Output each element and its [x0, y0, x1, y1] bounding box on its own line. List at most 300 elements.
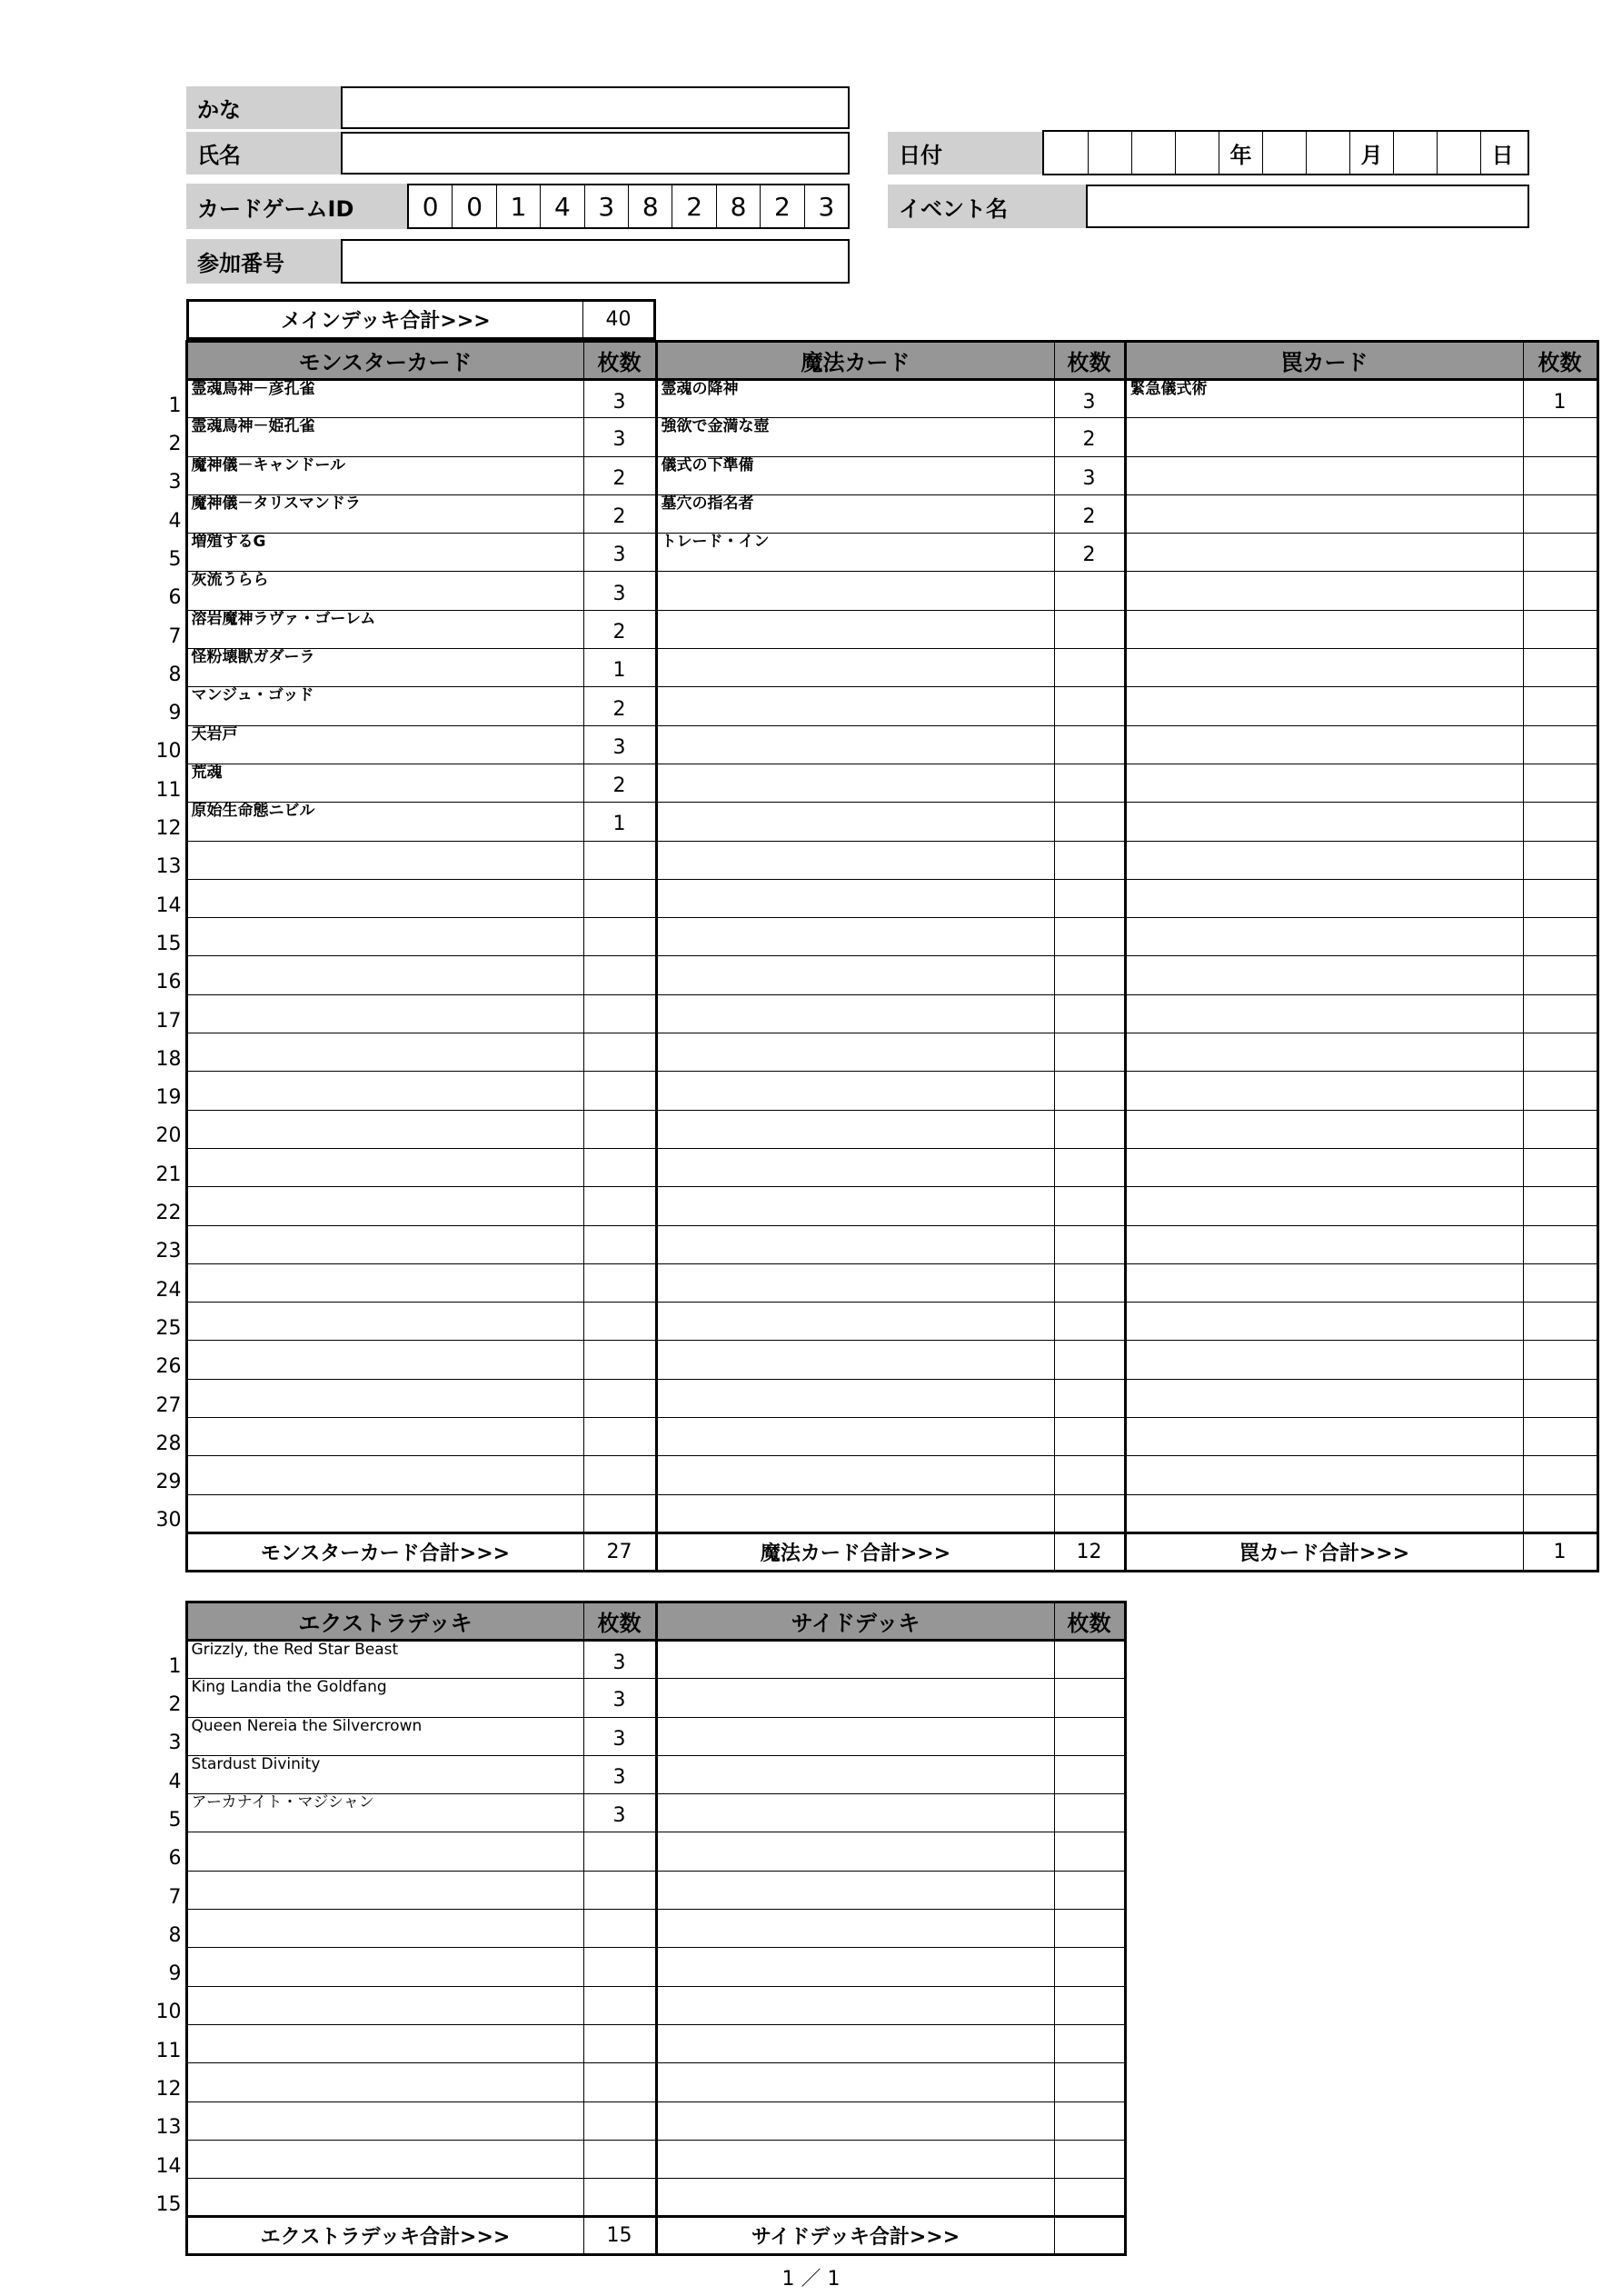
monster-name-cell[interactable]: 荒魂: [186, 764, 583, 802]
monster-count-cell[interactable]: 3: [583, 725, 656, 764]
side-total-value: [1054, 2217, 1125, 2255]
trap-name-cell[interactable]: [1125, 687, 1523, 725]
spell-count-cell[interactable]: [1054, 1494, 1125, 1532]
extra-card-name-cell[interactable]: [186, 1832, 583, 1871]
monster-name-cell[interactable]: [186, 1110, 583, 1148]
monster-count-cell[interactable]: [583, 1379, 656, 1417]
table-row: [152, 1225, 1597, 1263]
date-cell[interactable]: [1088, 132, 1131, 174]
side-card-name-cell[interactable]: [656, 1910, 1054, 1948]
trap-name-cell[interactable]: 緊急儀式術: [1125, 380, 1523, 418]
monster-count-cell[interactable]: 2: [583, 687, 656, 725]
extra-card-count-cell[interactable]: [583, 1832, 656, 1871]
card-game-id-field[interactable]: [407, 184, 850, 229]
trap-name-cell[interactable]: [1125, 418, 1523, 456]
spell-name-cell[interactable]: [656, 1033, 1054, 1072]
spell-count-cell[interactable]: 3: [1054, 456, 1125, 494]
monster-count-cell[interactable]: [583, 1148, 656, 1186]
table-row: [152, 994, 1597, 1033]
extra-card-count-cell[interactable]: 3: [583, 1755, 656, 1793]
monster-name-cell[interactable]: マンジュ・ゴッド: [186, 687, 583, 725]
monster-count-cell[interactable]: [583, 1110, 656, 1148]
monster-count-cell[interactable]: [583, 1456, 656, 1494]
monster-total-value: 27: [583, 1532, 656, 1571]
extra-card-name-cell[interactable]: [186, 1871, 583, 1909]
spell-name-cell[interactable]: [656, 725, 1054, 764]
monster-name-cell[interactable]: 怪粉壊獣ガダーラ: [186, 649, 583, 687]
table-row: [152, 1871, 1125, 1909]
spell-count-cell[interactable]: [1054, 956, 1125, 994]
trap-name-cell[interactable]: [1125, 841, 1523, 879]
id-digit-cell: 8: [628, 185, 672, 227]
spell-name-cell[interactable]: [656, 1148, 1054, 1186]
extra-card-name-cell[interactable]: [186, 1986, 583, 2024]
monster-name-cell[interactable]: [186, 994, 583, 1033]
spell-count-cell[interactable]: [1054, 803, 1125, 841]
monster-name-cell[interactable]: [186, 1225, 583, 1263]
row-number: 25: [155, 1316, 182, 1340]
spell-total-label: 魔法カード合計>>>: [656, 1532, 1054, 1571]
monster-count-cell[interactable]: 3: [583, 534, 656, 572]
spell-count-cell[interactable]: [1054, 994, 1125, 1033]
trap-count-cell[interactable]: [1523, 1225, 1597, 1263]
extra-card-count-cell[interactable]: [583, 1871, 656, 1909]
spell-name-cell[interactable]: [656, 1418, 1054, 1456]
monster-name-cell[interactable]: 魔神儀－キャンドール: [186, 456, 583, 494]
spell-name-cell[interactable]: [656, 1110, 1054, 1148]
row-number: 11: [155, 2039, 182, 2062]
spell-name-cell[interactable]: トレード・イン: [656, 534, 1054, 572]
monster-count-cell[interactable]: 2: [583, 610, 656, 648]
trap-name-cell[interactable]: [1125, 764, 1523, 802]
trap-count-cell[interactable]: [1523, 687, 1597, 725]
monster-name-cell[interactable]: [186, 879, 583, 917]
side-card-name-cell[interactable]: [656, 1832, 1054, 1871]
trap-name-cell[interactable]: [1125, 1456, 1523, 1494]
side-card-name-cell[interactable]: [656, 1755, 1054, 1793]
trap-count-cell[interactable]: [1523, 1148, 1597, 1186]
trap-count-cell[interactable]: [1523, 1033, 1597, 1072]
trap-count-cell[interactable]: [1523, 1456, 1597, 1494]
row-number: 10: [155, 740, 182, 764]
spell-name-cell[interactable]: 墓穴の指名者: [656, 494, 1054, 533]
date-cell[interactable]: 日: [1480, 132, 1524, 174]
monster-name-cell[interactable]: 原始生命態ニビル: [186, 803, 583, 841]
extra-card-count-cell[interactable]: 3: [583, 1679, 656, 1717]
spell-name-cell[interactable]: [656, 1072, 1054, 1110]
table-row: [152, 1679, 1125, 1717]
row-number: 19: [155, 1086, 182, 1110]
table-row: [152, 2179, 1125, 2217]
spell-count-cell[interactable]: [1054, 610, 1125, 648]
table-row: [152, 1341, 1597, 1379]
monster-name-cell[interactable]: [186, 841, 583, 879]
side-card-name-cell[interactable]: [656, 1794, 1054, 1832]
spell-name-cell[interactable]: [656, 649, 1054, 687]
trap-count-cell[interactable]: [1523, 1418, 1597, 1456]
trap-name-cell[interactable]: [1125, 1225, 1523, 1263]
monster-name-cell[interactable]: [186, 1494, 583, 1532]
extra-card-name-cell[interactable]: [186, 2179, 583, 2217]
monster-name-cell[interactable]: 灰流うらら: [186, 572, 583, 610]
trap-name-cell[interactable]: [1125, 1379, 1523, 1417]
row-number: 1: [168, 394, 182, 417]
trap-name-cell[interactable]: [1125, 879, 1523, 917]
monster-count-cell[interactable]: [583, 1263, 656, 1302]
monster-count-cell[interactable]: [583, 1341, 656, 1379]
side-card-count-cell[interactable]: [1054, 1832, 1125, 1871]
monster-count-cell[interactable]: 2: [583, 494, 656, 533]
extra-count-header: 枚数: [583, 1602, 656, 1641]
spell-count-cell[interactable]: [1054, 649, 1125, 687]
side-card-count-cell[interactable]: [1054, 1910, 1125, 1948]
spell-count-cell[interactable]: [1054, 1456, 1125, 1494]
spell-count-cell[interactable]: [1054, 1225, 1125, 1263]
table-row: [152, 1148, 1597, 1186]
trap-count-cell[interactable]: [1523, 456, 1597, 494]
monster-count-cell[interactable]: 3: [583, 380, 656, 418]
spell-count-cell[interactable]: [1054, 1072, 1125, 1110]
trap-count-cell[interactable]: 1: [1523, 380, 1597, 418]
spell-name-cell[interactable]: [656, 1456, 1054, 1494]
trap-count-cell[interactable]: [1523, 1072, 1597, 1110]
side-card-name-cell[interactable]: [656, 1986, 1054, 2024]
date-cell[interactable]: [1306, 132, 1349, 174]
trap-count-cell[interactable]: [1523, 764, 1597, 802]
monster-name-cell[interactable]: 天岩戸: [186, 725, 583, 764]
date-cell[interactable]: 月: [1349, 132, 1393, 174]
monster-name-cell[interactable]: [186, 1418, 583, 1456]
side-card-count-cell[interactable]: [1054, 1641, 1125, 1679]
trap-name-cell[interactable]: [1125, 1263, 1523, 1302]
spell-count-cell[interactable]: [1054, 1110, 1125, 1148]
monster-count-cell[interactable]: [583, 1494, 656, 1532]
row-number: 22: [155, 1202, 182, 1225]
trap-name-cell[interactable]: [1125, 994, 1523, 1033]
extra-card-name-cell[interactable]: アーカナイト・マジシャン: [186, 1794, 583, 1832]
side-card-count-cell[interactable]: [1054, 2179, 1125, 2217]
entry-number-field[interactable]: [341, 239, 850, 284]
spell-count-cell[interactable]: [1054, 1263, 1125, 1302]
main-deck-total: [186, 299, 656, 340]
extra-card-count-cell[interactable]: 3: [583, 1794, 656, 1832]
extra-total-label: エクストラデッキ合計>>>: [186, 2217, 583, 2255]
spell-name-cell[interactable]: [656, 841, 1054, 879]
monster-name-cell[interactable]: [186, 1148, 583, 1186]
extra-card-name-cell[interactable]: [186, 2140, 583, 2178]
side-card-count-cell[interactable]: [1054, 2024, 1125, 2062]
trap-name-cell[interactable]: [1125, 803, 1523, 841]
side-card-count-cell[interactable]: [1054, 1871, 1125, 1909]
trap-name-cell[interactable]: [1125, 494, 1523, 533]
extra-card-count-cell[interactable]: 3: [583, 1641, 656, 1679]
spell-name-cell[interactable]: [656, 1379, 1054, 1417]
date-cell[interactable]: 年: [1219, 132, 1262, 174]
table-row: [152, 2063, 1125, 2101]
row-number: 20: [155, 1124, 182, 1148]
trap-count-cell[interactable]: [1523, 725, 1597, 764]
spell-count-cell[interactable]: [1054, 725, 1125, 764]
side-card-name-cell[interactable]: [656, 1679, 1054, 1717]
extra-card-name-cell[interactable]: Grizzly, the Red Star Beast: [186, 1641, 583, 1679]
monster-count-cell[interactable]: 2: [583, 456, 656, 494]
monster-name-cell[interactable]: [186, 1072, 583, 1110]
spell-count-cell[interactable]: [1054, 918, 1125, 956]
monster-name-cell[interactable]: [186, 918, 583, 956]
table-row: [152, 1910, 1125, 1948]
spell-count-cell[interactable]: [1054, 1379, 1125, 1417]
monster-count-cell[interactable]: [583, 1225, 656, 1263]
monster-count-cell[interactable]: [583, 1418, 656, 1456]
extra-card-count-cell[interactable]: [583, 1986, 656, 2024]
monster-name-cell[interactable]: 溶岩魔神ラヴァ・ゴーレム: [186, 610, 583, 648]
spell-name-cell[interactable]: 儀式の下準備: [656, 456, 1054, 494]
row-number: 27: [155, 1393, 182, 1417]
monster-count-cell[interactable]: [583, 841, 656, 879]
side-card-name-cell[interactable]: [656, 2179, 1054, 2217]
table-row: [152, 1072, 1597, 1110]
table-row: [152, 1379, 1597, 1417]
side-card-name-cell[interactable]: [656, 2101, 1054, 2140]
spell-name-cell[interactable]: [656, 956, 1054, 994]
side-card-name-cell[interactable]: [656, 2024, 1054, 2062]
trap-name-cell[interactable]: [1125, 534, 1523, 572]
side-card-count-cell[interactable]: [1054, 2101, 1125, 2140]
name-field[interactable]: [341, 132, 850, 175]
spell-count-cell[interactable]: [1054, 1341, 1125, 1379]
monster-name-cell[interactable]: [186, 1456, 583, 1494]
trap-count-cell[interactable]: [1523, 994, 1597, 1033]
side-card-count-cell[interactable]: [1054, 1794, 1125, 1832]
trap-name-cell[interactable]: [1125, 725, 1523, 764]
trap-count-cell[interactable]: [1523, 534, 1597, 572]
monster-count-cell[interactable]: [583, 1303, 656, 1341]
row-number: 13: [155, 2116, 182, 2140]
side-card-count-cell[interactable]: [1054, 1986, 1125, 2024]
trap-count-cell[interactable]: [1523, 1187, 1597, 1225]
spell-count-cell[interactable]: [1054, 1148, 1125, 1186]
id-digit-cell: 8: [716, 185, 760, 227]
side-card-count-cell[interactable]: [1054, 2063, 1125, 2101]
id-digit-cell: 4: [540, 185, 583, 227]
extra-card-name-cell[interactable]: Stardust Divinity: [186, 1755, 583, 1793]
spell-count-cell[interactable]: [1054, 879, 1125, 917]
trap-count-cell[interactable]: [1523, 1303, 1597, 1341]
monster-name-cell[interactable]: [186, 956, 583, 994]
date-field[interactable]: [1042, 130, 1529, 175]
extra-card-count-cell[interactable]: [583, 2063, 656, 2101]
row-number: 30: [155, 1509, 182, 1532]
monster-total-label: モンスターカード合計>>>: [186, 1532, 583, 1571]
kana-field[interactable]: [341, 86, 850, 129]
extra-card-count-cell[interactable]: [583, 2179, 656, 2217]
monster-name-cell[interactable]: 魔神儀－タリスマンドラ: [186, 494, 583, 533]
spell-name-cell[interactable]: [656, 687, 1054, 725]
table-row: [152, 1755, 1125, 1793]
trap-name-cell[interactable]: [1125, 1072, 1523, 1110]
monster-count-cell[interactable]: 1: [583, 803, 656, 841]
spell-count-cell[interactable]: 2: [1054, 534, 1125, 572]
row-number: 10: [155, 2001, 182, 2024]
monster-name-cell[interactable]: [186, 1303, 583, 1341]
trap-count-cell[interactable]: [1523, 1263, 1597, 1302]
spell-name-cell[interactable]: [656, 994, 1054, 1033]
row-number: 14: [155, 893, 182, 917]
table-row: [152, 572, 1597, 610]
spell-count-cell[interactable]: [1054, 841, 1125, 879]
spell-name-cell[interactable]: [656, 1263, 1054, 1302]
trap-count-cell[interactable]: [1523, 494, 1597, 533]
spell-name-cell[interactable]: [656, 1187, 1054, 1225]
date-cell[interactable]: [1262, 132, 1306, 174]
trap-count-cell[interactable]: [1523, 572, 1597, 610]
trap-count-cell[interactable]: [1523, 918, 1597, 956]
date-cell[interactable]: [1131, 132, 1175, 174]
trap-name-cell[interactable]: [1125, 649, 1523, 687]
spell-name-cell[interactable]: 霊魂の降神: [656, 380, 1054, 418]
extra-card-name-cell[interactable]: [186, 1948, 583, 1986]
trap-count-cell[interactable]: [1523, 418, 1597, 456]
extra-card-name-cell[interactable]: King Landia the Goldfang: [186, 1679, 583, 1717]
side-card-count-cell[interactable]: [1054, 1755, 1125, 1793]
spell-name-cell[interactable]: [656, 1494, 1054, 1532]
trap-name-cell[interactable]: [1125, 1110, 1523, 1148]
spell-name-cell[interactable]: [656, 572, 1054, 610]
spell-count-cell[interactable]: 3: [1054, 380, 1125, 418]
trap-count-cell[interactable]: [1523, 649, 1597, 687]
spell-name-cell[interactable]: [656, 803, 1054, 841]
monster-name-cell[interactable]: [186, 1187, 583, 1225]
monster-count-cell[interactable]: [583, 994, 656, 1033]
monster-name-cell[interactable]: 増殖するG: [186, 534, 583, 572]
table-row: [152, 1110, 1597, 1148]
extra-card-name-cell[interactable]: [186, 2024, 583, 2062]
side-deck-header: サイドデッキ: [656, 1602, 1054, 1641]
extra-card-name-cell[interactable]: [186, 2063, 583, 2101]
table-row: [152, 1794, 1125, 1832]
monster-name-cell[interactable]: [186, 1379, 583, 1417]
side-card-name-cell[interactable]: [656, 2140, 1054, 2178]
side-card-name-cell[interactable]: [656, 1641, 1054, 1679]
trap-name-cell[interactable]: [1125, 572, 1523, 610]
trap-name-cell[interactable]: [1125, 956, 1523, 994]
trap-name-cell[interactable]: [1125, 1494, 1523, 1532]
date-cell[interactable]: [1175, 132, 1219, 174]
side-card-name-cell[interactable]: [656, 1717, 1054, 1755]
trap-count-cell[interactable]: [1523, 803, 1597, 841]
monster-count-cell[interactable]: 2: [583, 764, 656, 802]
monster-count-cell[interactable]: [583, 918, 656, 956]
extra-card-name-cell[interactable]: Queen Nereia the Silvercrown: [186, 1717, 583, 1755]
spell-count-cell[interactable]: [1054, 1303, 1125, 1341]
spell-total-value: 12: [1054, 1532, 1125, 1571]
trap-count-cell[interactable]: [1523, 1494, 1597, 1532]
trap-count-cell[interactable]: [1523, 1341, 1597, 1379]
extra-card-count-cell[interactable]: [583, 1910, 656, 1948]
trap-count-cell[interactable]: [1523, 879, 1597, 917]
monster-name-cell[interactable]: 霊魂鳥神－姫孔雀: [186, 418, 583, 456]
extra-card-name-cell[interactable]: [186, 2101, 583, 2140]
date-cell[interactable]: [1437, 132, 1480, 174]
extra-card-name-cell[interactable]: [186, 1910, 583, 1948]
event-name-field[interactable]: [1086, 185, 1529, 228]
card-game-id-label: カードゲームID: [186, 184, 407, 229]
row-number: 6: [168, 586, 182, 610]
spell-count-cell[interactable]: [1054, 764, 1125, 802]
spell-name-cell[interactable]: [656, 764, 1054, 802]
trap-name-cell[interactable]: [1125, 1418, 1523, 1456]
monster-count-cell[interactable]: [583, 956, 656, 994]
trap-name-cell[interactable]: [1125, 1341, 1523, 1379]
spell-count-cell[interactable]: [1054, 572, 1125, 610]
trap-count-cell[interactable]: [1523, 1110, 1597, 1148]
spell-count-cell[interactable]: [1054, 1187, 1125, 1225]
side-card-count-cell[interactable]: [1054, 1948, 1125, 1986]
spell-name-cell[interactable]: [656, 1341, 1054, 1379]
side-card-count-cell[interactable]: [1054, 1717, 1125, 1755]
monster-count-cell[interactable]: [583, 1033, 656, 1072]
spell-count-cell[interactable]: 2: [1054, 494, 1125, 533]
trap-count-cell[interactable]: [1523, 841, 1597, 879]
extra-card-count-cell[interactable]: 3: [583, 1717, 656, 1755]
monster-name-cell[interactable]: 霊魂鳥神－彦孔雀: [186, 380, 583, 418]
monster-name-cell[interactable]: [186, 1033, 583, 1072]
spell-name-cell[interactable]: [656, 1303, 1054, 1341]
trap-name-cell[interactable]: [1125, 1187, 1523, 1225]
extra-card-count-cell[interactable]: [583, 2101, 656, 2140]
table-row: [152, 879, 1597, 917]
monster-count-cell[interactable]: [583, 879, 656, 917]
trap-name-cell[interactable]: [1125, 1148, 1523, 1186]
trap-name-cell[interactable]: [1125, 1033, 1523, 1072]
side-card-count-cell[interactable]: [1054, 1679, 1125, 1717]
side-card-name-cell[interactable]: [656, 2063, 1054, 2101]
date-cell[interactable]: [1044, 132, 1088, 174]
spell-count-cell[interactable]: [1054, 1033, 1125, 1072]
monster-count-cell[interactable]: 3: [583, 572, 656, 610]
side-card-name-cell[interactable]: [656, 1948, 1054, 1986]
side-card-count-cell[interactable]: [1054, 2140, 1125, 2178]
spell-count-cell[interactable]: [1054, 687, 1125, 725]
trap-count-cell[interactable]: [1523, 956, 1597, 994]
spell-count-cell[interactable]: [1054, 1418, 1125, 1456]
spell-name-cell[interactable]: [656, 610, 1054, 648]
extra-card-count-cell[interactable]: [583, 2024, 656, 2062]
date-cell[interactable]: [1393, 132, 1437, 174]
monster-name-cell[interactable]: [186, 1341, 583, 1379]
spell-name-cell[interactable]: 強欲で金満な壺: [656, 418, 1054, 456]
monster-count-cell[interactable]: [583, 1187, 656, 1225]
monster-name-cell[interactable]: [186, 1263, 583, 1302]
trap-name-cell[interactable]: [1125, 1303, 1523, 1341]
spell-name-cell[interactable]: [656, 1225, 1054, 1263]
trap-name-cell[interactable]: [1125, 918, 1523, 956]
extra-card-count-cell[interactable]: [583, 2140, 656, 2178]
trap-name-cell[interactable]: [1125, 610, 1523, 648]
monster-count-cell[interactable]: [583, 1072, 656, 1110]
monster-count-cell[interactable]: 3: [583, 418, 656, 456]
spell-name-cell[interactable]: [656, 879, 1054, 917]
spell-name-cell[interactable]: [656, 918, 1054, 956]
table-row: [152, 1263, 1597, 1302]
trap-count-cell[interactable]: [1523, 610, 1597, 648]
trap-name-cell[interactable]: [1125, 456, 1523, 494]
monster-count-cell[interactable]: 1: [583, 649, 656, 687]
side-card-name-cell[interactable]: [656, 1871, 1054, 1909]
spell-count-cell[interactable]: 2: [1054, 418, 1125, 456]
trap-count-cell[interactable]: [1523, 1379, 1597, 1417]
extra-card-count-cell[interactable]: [583, 1948, 656, 1986]
